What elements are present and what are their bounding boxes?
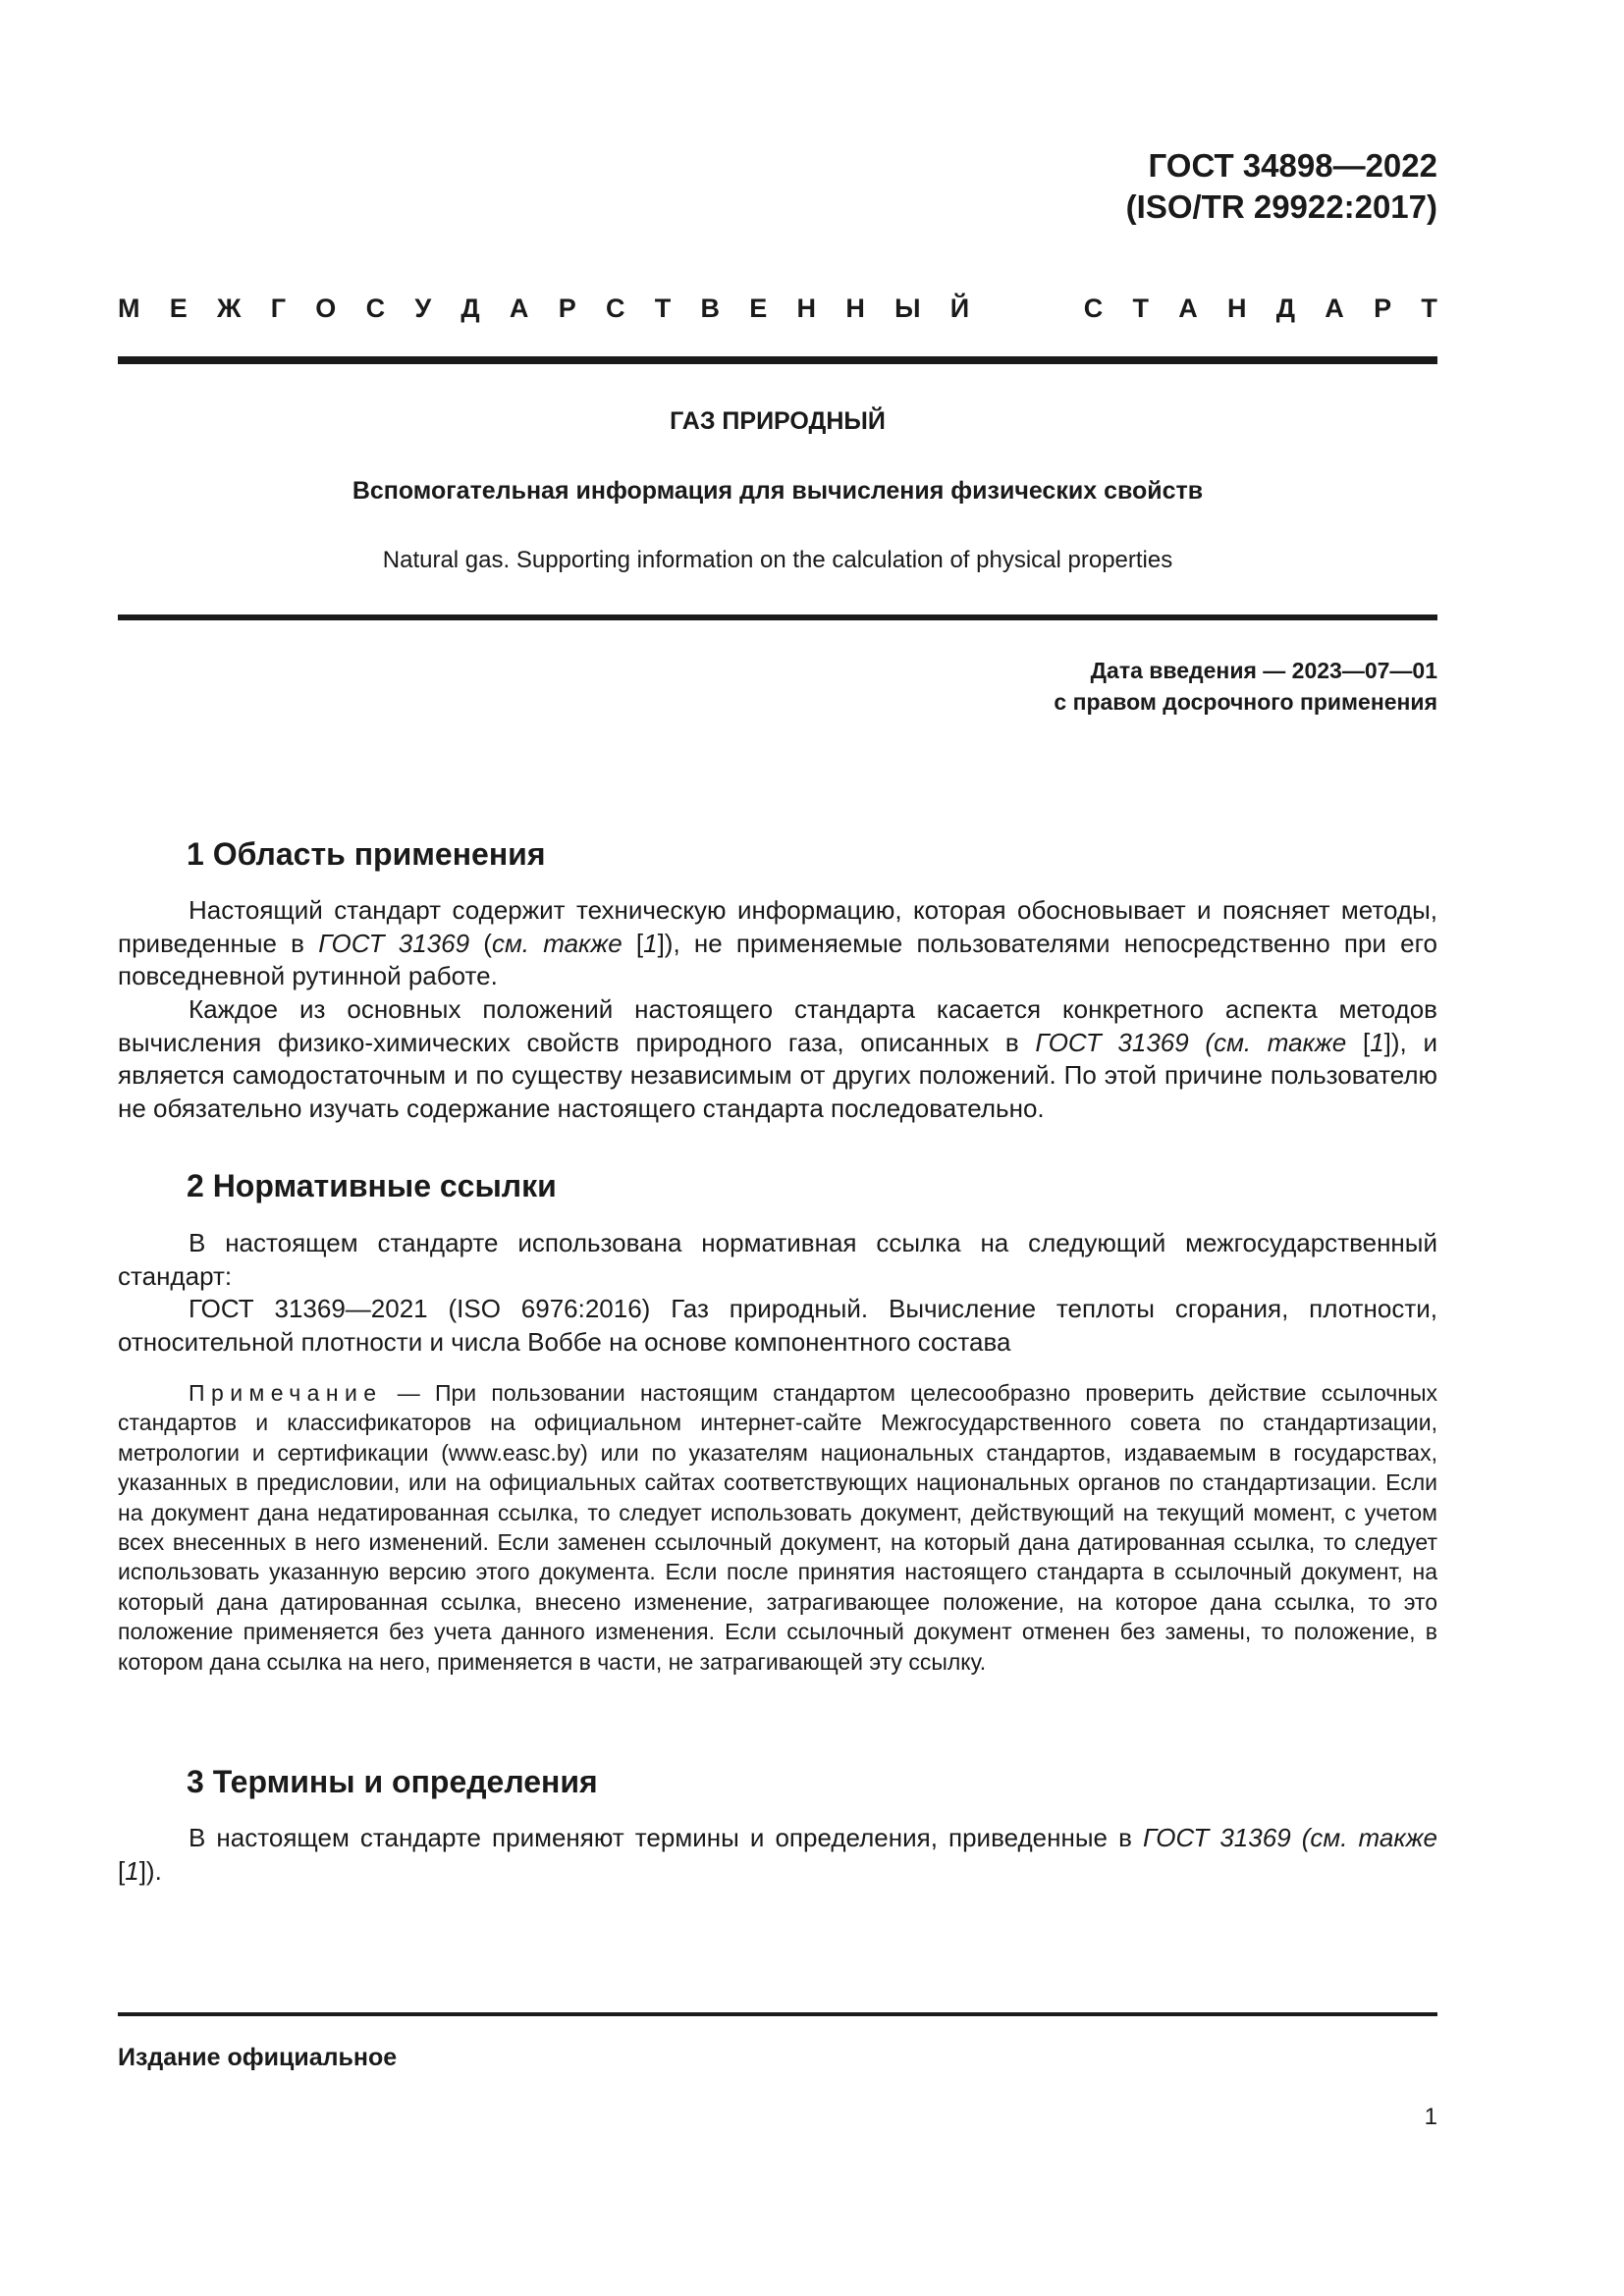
document-title-ru: ГАЗ ПРИРОДНЫЙ: [670, 407, 886, 435]
letter: Д: [1275, 294, 1296, 323]
letter: Н: [845, 294, 865, 323]
footer-divider: [118, 2012, 1437, 2016]
letter: Т: [654, 294, 672, 323]
iso-number: (ISO/TR 29922:2017): [1125, 188, 1437, 225]
bibliography-ref: 1: [125, 1855, 139, 1886]
document-title-en: Natural gas. Supporting information on the calculation of physical properties: [382, 547, 1173, 573]
section-2-paragraph-2: ГОСТ 31369—2021 (ISO 6976:2016) Газ природный. Вычисление теплоты сгорания, плотности, относительной плотности и числа Воббе на основе компонентного состава: [118, 1294, 1437, 1357]
letter: У: [414, 294, 432, 323]
document-subtitle-ru: Вспомогательная информация для вычисления физических свойств: [352, 477, 1204, 505]
letter: Й: [949, 294, 970, 323]
letter: С: [1083, 294, 1104, 323]
section-1-paragraph-2: [118, 993, 1437, 1125]
section-3-paragraph-1: [118, 1822, 1437, 1888]
see-also: (см. также: [1301, 1823, 1437, 1852]
section-2-paragraph-1: В настоящем стандарте использована нормативная ссылка на следующий межгосударственный стандарт:: [118, 1228, 1437, 1291]
gost-reference: ГОСТ 31369: [318, 928, 470, 958]
section-3-title: 3 Термины и определения: [187, 1764, 598, 1799]
letter: Н: [1227, 294, 1247, 323]
introduction-date: Дата введения — 2023—07—01: [1090, 658, 1437, 683]
letter: Е: [749, 294, 768, 323]
text-run: [1291, 1823, 1302, 1852]
letter: А: [509, 294, 529, 323]
text-run: В настоящем стандарте применяют термины и определения, приведенные в: [189, 1823, 1143, 1852]
letter: О: [315, 294, 337, 323]
letter: Ы: [894, 294, 921, 323]
text-run: ]), не применяемые пользователями непосредственно при его повседневной рутинной работе.: [118, 928, 1438, 990]
letter: Г: [270, 294, 287, 323]
letter: Р: [1374, 294, 1392, 323]
letter: Т: [1421, 294, 1437, 323]
gost-reference: ГОСТ 31369: [1142, 1823, 1291, 1852]
letter: Н: [796, 294, 817, 323]
text-run: (: [469, 928, 492, 958]
text-run: ]).: [138, 1855, 162, 1886]
note-label: Примечание: [189, 1380, 383, 1406]
section-2-title: 2 Нормативные ссылки: [187, 1168, 557, 1203]
interstate-standard-heading: [118, 293, 1437, 324]
letter: Ж: [217, 294, 242, 323]
top-divider: [118, 356, 1437, 364]
bibliography-ref: 1: [1370, 1027, 1384, 1057]
text-run: Каждое из основных положений настоящего стандарта касается конкретного аспекта методов вычисления физико-химических свойств природного газа, описанных в: [118, 994, 1437, 1057]
text-run: [: [622, 928, 644, 958]
document-number-block: [1126, 145, 1437, 228]
gost-number: ГОСТ 34898—2022: [1148, 147, 1437, 184]
official-edition-label: Издание официальное: [118, 2044, 398, 2071]
letter: Д: [460, 294, 480, 323]
see-also: см. также: [491, 928, 623, 958]
early-application-note: с правом досрочного применения: [1054, 689, 1437, 715]
introduction-date-block: [1054, 655, 1437, 718]
section-1-title: 1 Область применения: [187, 836, 546, 872]
letter: Р: [558, 294, 576, 323]
gost-reference: ГОСТ 31369 (см. также: [1035, 1027, 1347, 1057]
note-text: — При пользовании настоящим стандартом целесообразно проверить действие ссылочных стандартов и классификаторов на официальном интернет-сайте Межгосударственного совета по стандартизации, метрологии и сертификации (www.easc.by) или по указателям национальных стандартов, издаваемым в государствах, указанных в предисловии, или на официальных сайтах соответствующих национальных органов по стандартизации. Если на документ дана недатированная ссылка, то следует использовать документ, действующий на текущий момент, с учетом всех внесенных в него изменений. Если заменен ссылочный документ, на который дана датированная ссылка, то следует использовать указанную версию этого документа. Если после принятия настоящего стандарта в ссылочный документ, на который дана датированная ссылка, внесено изменение, затрагивающее положение, на которое дана ссылка, то это положение применяется без учета данного изменения. Если ссылочный документ отменен без замены, то положение, в котором дана ссылка на него, применяется в части, не затрагивающей эту ссылку.: [118, 1380, 1437, 1675]
letter: А: [1178, 294, 1198, 323]
section-2-note: [118, 1378, 1437, 1677]
text-run: Настоящий стандарт содержит техническую информацию, которая обосновывает и поясняет методы, приведенные в: [118, 895, 1437, 958]
text-run: [: [118, 1855, 126, 1886]
section-1-paragraph-1: [118, 894, 1437, 993]
letter: Е: [169, 294, 188, 323]
title-divider: [118, 614, 1437, 620]
letter: Т: [1132, 294, 1149, 323]
letter: М: [118, 294, 140, 323]
letter: С: [605, 294, 625, 323]
bibliography-ref: 1: [643, 928, 658, 958]
letter: В: [700, 294, 720, 323]
letter: А: [1325, 294, 1344, 323]
text-run: [: [1346, 1027, 1371, 1057]
letter: С: [365, 294, 386, 323]
page-number: 1: [1424, 2104, 1437, 2130]
text-run: ]), и является самодостаточным и по существу независимым от других положений. По этой причине пользователю не обязательно изучать содержание настоящего стандарта последовательно.: [118, 1027, 1437, 1123]
